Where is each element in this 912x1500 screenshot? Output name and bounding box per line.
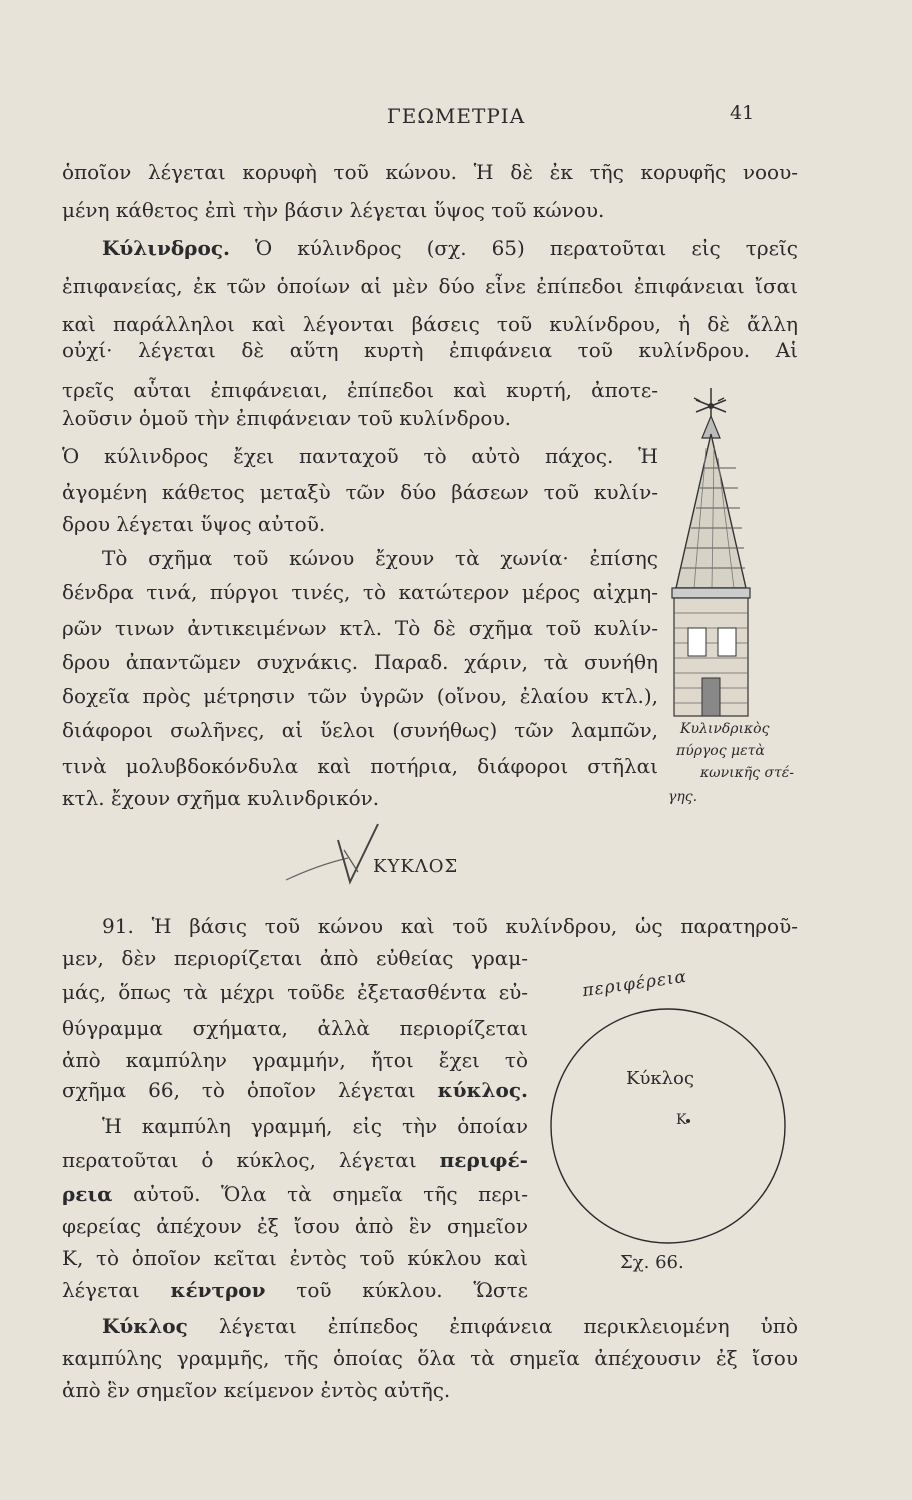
text-line: ἐπιφανείας, ἐκ τῶν ὁποίων αἱ μὲν δύο εἶνε ἐπίπεδοι ἐπιφάνειαι ἴσαι [62,274,798,298]
term-circle-definition: Κύκλος [102,1314,188,1338]
text-line: μάς, ὅπως τὰ μέχρι τοῦδε ἐξετασθέντα εὐ- [62,980,528,1004]
text-line: λέγεται κέντρον τοῦ κύκλου. Ὥστε [62,1278,528,1302]
text-line: σχῆμα 66, τὸ ὁποῖον λέγεται κύκλος. [62,1078,528,1102]
text-line: Κ, τὸ ὁποῖον κεῖται ἐντὸς τοῦ κύκλου καὶ [62,1246,528,1270]
text-line: ἀπὸ ἓν σημεῖον κείμενον ἐντὸς αὐτῆς. [62,1378,451,1402]
text-line: ἀπὸ καμπύλην γραμμήν, ἤτοι ἔχει τὸ [62,1048,528,1072]
text-line: θύγραμμα σχήματα, ἀλλὰ περιορίζεται [62,1016,528,1040]
tower-caption-line: Κυλινδρικὸς [680,721,770,737]
circle-figure-66 [548,1006,788,1246]
term-cylinder: Κύλινδρος. [102,236,230,260]
text-line: δρου λέγεται ὕψος αὐτοῦ. [62,512,326,536]
text-line: διάφοροι σωλῆνες, αἱ ὕελοι (συνήθως) τῶν λαμπῶν, [62,718,658,742]
text-line: Ὁ κύλινδρος ἔχει πανταχοῦ τὸ αὐτὸ πάχος. Ἡ [62,444,658,468]
text-line: δοχεῖα πρὸς μέτρησιν τῶν ὑγρῶν (οἴνου, ἐλαίου κτλ.), [62,684,658,708]
cylindrical-tower-illustration [666,388,756,728]
text-line: ἀγομένη κάθετος μεταξὺ τῶν δύο βάσεων τοῦ κυλίν- [62,480,658,504]
section-title: ΚΥΚΛΟΣ [373,856,459,877]
circle-label: Κύκλος [626,1068,694,1089]
running-header: ΓΕΩΜΕΤΡΙΑ [386,104,526,128]
term-center: κέντρον [170,1278,266,1302]
text-line: ὁποῖον λέγεται κορυφὴ τοῦ κώνου. Ἡ δὲ ἐκ τῆς κορυφῆς νοου- [62,160,798,184]
text-line: ρῶν τινων ἀντικειμένων κτλ. Τὸ δὲ σχῆμα τοῦ κυλίν- [62,616,658,640]
tower-caption-line: πύργος μετὰ [676,743,765,759]
page-number: 41 [730,102,755,124]
term-circumference: περιφέ- [439,1148,528,1172]
figure-caption: Σχ. 66. [620,1252,684,1273]
text-line: 91. Ἡ βάσις τοῦ κώνου καὶ τοῦ κυλίνδρου, ὡς παρατηροῦ- [102,914,798,938]
tower-caption-line: κωνικῆς στέ- [700,765,795,781]
circumference-label: περιφέρεια [581,966,689,1002]
text-line: δρου ἀπαντῶμεν συχνάκις. Παραδ. χάριν, τὰ συνήθη [62,650,658,674]
text-line: τινὰ μολυβδοκόνδυλα καὶ ποτήρια, διάφοροι στῆλαι [62,754,658,778]
tower-caption-line: γης. [668,789,698,805]
text-line: ρεια αὐτοῦ. Ὅλα τὰ σημεῖα τῆς περι- [62,1182,528,1206]
text-line: Ἡ καμπύλη γραμμή, εἰς τὴν ὁποίαν [102,1114,528,1138]
text-line: Κύκλος λέγεται ἐπίπεδος ἐπιφάνεια περικλειομένη ὑπὸ [102,1314,798,1338]
text-line: λοῦσιν ὁμοῦ τὴν ἐπιφάνειαν τοῦ κυλίνδρου. [62,406,511,430]
text-line: κτλ. ἔχουν σχῆμα κυλινδρικόν. [62,786,380,810]
text-line: Τὸ σχῆμα τοῦ κώνου ἔχουν τὰ χωνία· ἐπίσης [102,546,658,570]
term-circle: κύκλος. [437,1078,528,1102]
text-line: Κύλινδρος. Ὁ κύλινδρος (σχ. 65) περατοῦται εἰς τρεῖς [102,236,798,260]
text-line: μεν, δὲν περιορίζεται ἀπὸ εὐθείας γραμ- [62,946,528,970]
text-line: δένδρα τινά, πύργοι τινές, τὸ κατώτερον μέρος αἰχμη- [62,580,658,604]
handwritten-check-mark [278,820,388,890]
text-line: τρεῖς αὗται ἐπιφάνειαι, ἐπίπεδοι καὶ κυρτή, ἀποτε- [62,378,658,402]
text-line: φερείας ἀπέχουν ἐξ ἴσου ἀπὸ ἓν σημεῖον [62,1214,528,1238]
text-line: καὶ παράλληλοι καὶ λέγονται βάσεις τοῦ κυλίνδρου, ἡ δὲ ἄλλη [62,312,798,336]
text-line: περατοῦται ὁ κύκλος, λέγεται περιφέ- [62,1148,528,1172]
center-label: Κ [676,1112,687,1128]
text-line: μένη κάθετος ἐπὶ τὴν βάσιν λέγεται ὕψος τοῦ κώνου. [62,198,605,222]
text-line: οὐχί· λέγεται δὲ αὕτη κυρτὴ ἐπιφάνεια τοῦ κυλίνδρου. Αἱ [62,338,798,362]
text-line: καμπύλης γραμμῆς, τῆς ὁποίας ὅλα τὰ σημεῖα ἀπέχουσιν ἐξ ἴσου [62,1346,798,1370]
